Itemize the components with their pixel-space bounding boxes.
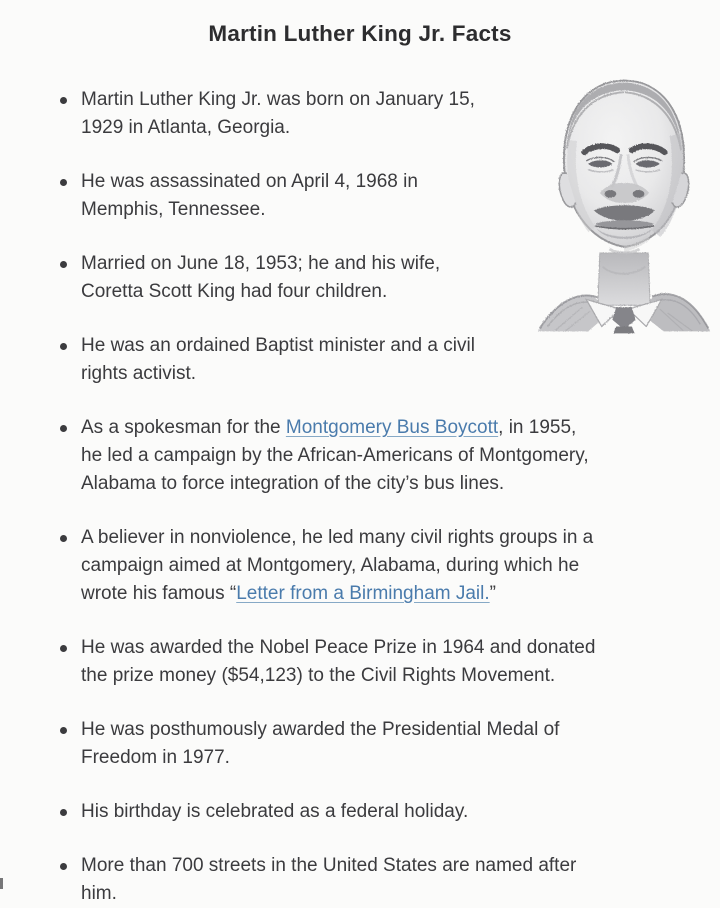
fact-text: Alabama to force integration of the city’s bus lines. — [81, 473, 505, 494]
bullet-icon — [60, 179, 67, 186]
fact-text: He was awarded the Nobel Peace Prize in 1964 and donated — [81, 637, 596, 658]
list-item — [0, 798, 720, 826]
bullet-icon — [60, 645, 67, 652]
fact-text: His birthday is celebrated as a federal holiday. — [81, 801, 469, 822]
fact-text: rights activist. — [81, 363, 197, 384]
bullet-icon — [60, 261, 67, 268]
fact-text: Martin Luther King Jr. was born on January 15, — [81, 89, 475, 110]
fact-text: 1929 in Atlanta, Georgia. — [81, 117, 291, 138]
fact-text: More than 700 streets in the United States are named after — [81, 855, 577, 876]
fact-text: , in 1955, — [498, 417, 577, 438]
list-item — [0, 332, 720, 388]
fact-text: A believer in nonviolence, he led many civil rights groups in a — [81, 527, 594, 548]
bullet-icon — [60, 425, 67, 432]
bullet-icon — [60, 535, 67, 542]
list-item — [0, 716, 720, 772]
fact-text: him. — [81, 883, 117, 904]
list-item — [0, 414, 720, 498]
page-title: Martin Luther King Jr. Facts — [208, 21, 512, 46]
bullet-icon — [60, 343, 67, 350]
scan-edge-artifact — [0, 878, 3, 889]
fact-text: He was assassinated on April 4, 1968 in — [81, 171, 418, 192]
bullet-icon — [60, 863, 67, 870]
fact-text: campaign aimed at Montgomery, Alabama, during which he — [81, 555, 580, 576]
list-item — [0, 524, 720, 608]
bullet-icon — [60, 97, 67, 104]
fact-text: Freedom in 1977. — [81, 747, 230, 768]
bullet-icon — [60, 809, 67, 816]
fact-text: As a spokesman for the — [81, 417, 286, 438]
list-item — [0, 852, 720, 908]
bullet-icon — [60, 727, 67, 734]
montgomery-bus-boycott-link[interactable]: Montgomery Bus Boycott — [285, 417, 499, 438]
letter-from-birmingham-jail-link[interactable]: Letter from a Birmingham Jail. — [236, 583, 490, 604]
fact-text: ” — [489, 583, 496, 604]
fact-text: He was an ordained Baptist minister and a civil — [81, 335, 475, 356]
fact-text: He was posthumously awarded the Presidential Medal of — [81, 719, 560, 740]
fact-text: Married on June 18, 1953; he and his wife, — [81, 253, 441, 274]
fact-text: wrote his famous “ — [81, 583, 237, 604]
fact-text: he led a campaign by the African-Americans of Montgomery, — [81, 445, 589, 466]
fact-text: the prize money ($54,123) to the Civil Rights Movement. — [81, 665, 556, 686]
fact-text: Memphis, Tennessee. — [81, 199, 266, 220]
mlk-portrait-sketch — [532, 75, 716, 335]
list-item — [0, 634, 720, 690]
fact-text: Coretta Scott King had four children. — [81, 281, 388, 302]
